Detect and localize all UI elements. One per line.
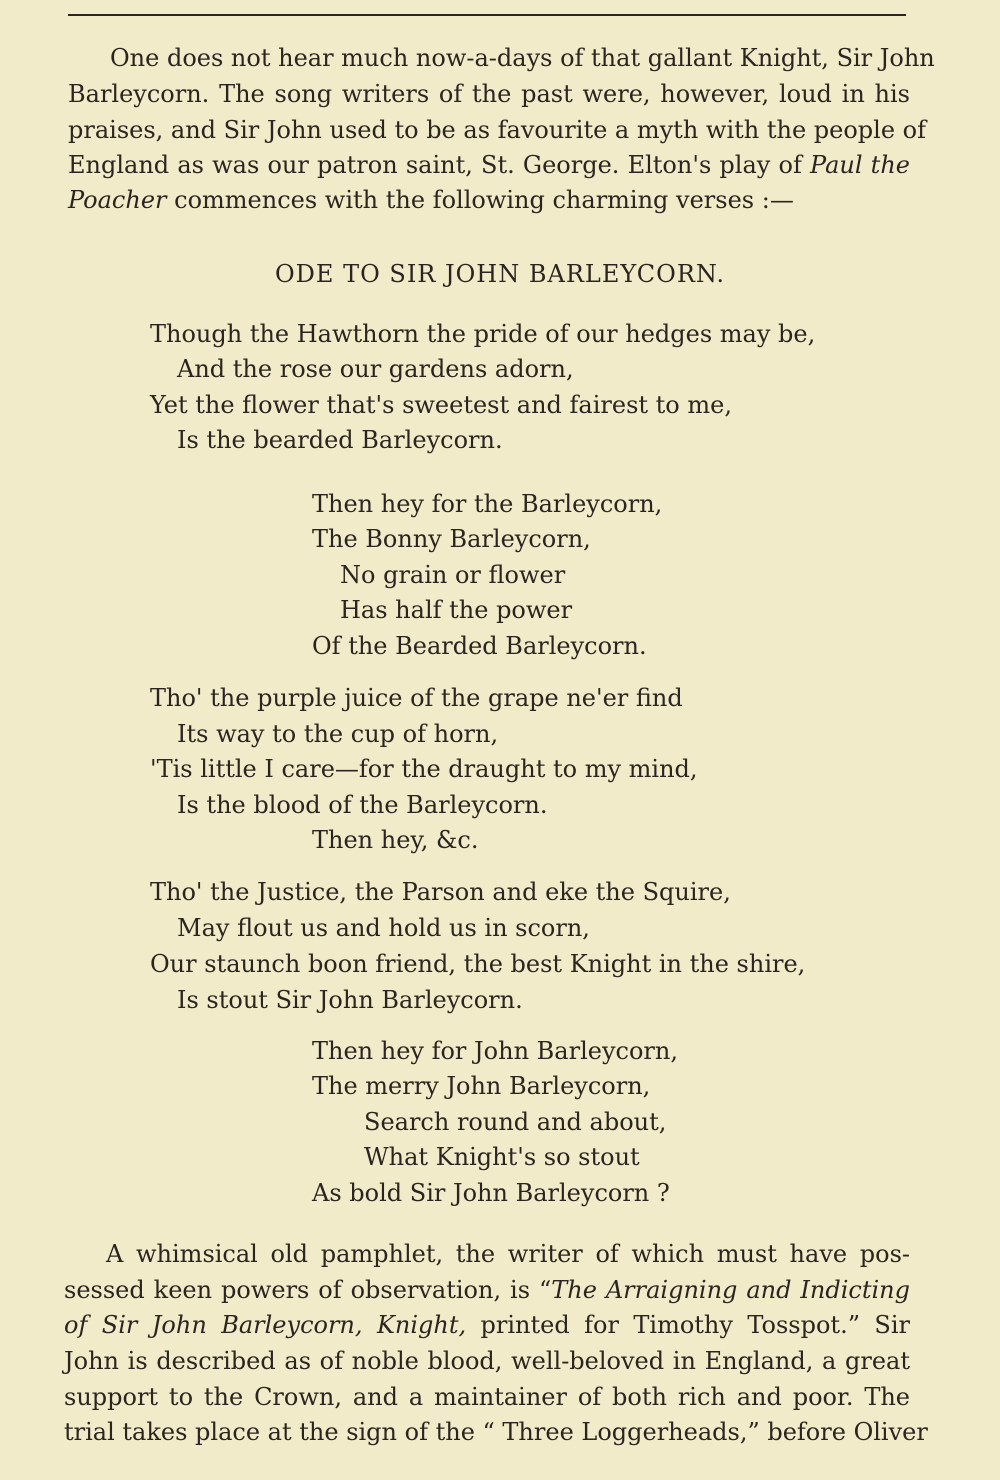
closing-text: printed for Timothy Tosspot.” Sir — [466, 1311, 910, 1339]
pamphlet-title-italic: of Sir John Barleycorn, Knight, — [64, 1311, 467, 1339]
intro-line-5 — [68, 185, 910, 215]
chorus-2-line-5: As bold Sir John Barleycorn ? — [312, 1179, 670, 1207]
stanza-3-line-2: May flout us and hold us in scorn, — [177, 914, 590, 942]
closing-text: support to the Crown, and a maintainer of both rich and poor. The — [64, 1383, 910, 1411]
top-rule — [68, 14, 906, 16]
intro-text: praises, and Sir John used to be as favourite a myth with the people of — [68, 116, 927, 144]
closing-text: sessed keen powers of observation, is “ — [64, 1276, 552, 1304]
intro-text: England as was our patron saint, St. George. Elton's play of — [68, 151, 810, 179]
stanza-2-line-1: Tho' the purple juice of the grape ne'er find — [150, 684, 683, 712]
ode-title: ODE TO SIR JOHN BARLEYCORN. — [275, 260, 725, 288]
closing-line-3 — [64, 1310, 910, 1340]
chorus-1-line-4: Has half the power — [340, 596, 573, 624]
intro-line-4 — [68, 150, 910, 180]
stanza-3-line-4: Is stout Sir John Barleycorn. — [177, 986, 523, 1014]
stanza-2-line-3: 'Tis little I care—for the draught to my mind, — [150, 755, 698, 783]
chorus-2-line-4: What Knight's so stout — [364, 1143, 640, 1171]
stanza-2-line-4: Is the blood of the Barleycorn. — [177, 791, 548, 819]
stanza-1-line-2: And the rose our gardens adorn, — [177, 355, 574, 383]
chorus-1-line-5: Of the Bearded Barleycorn. — [312, 632, 647, 660]
chorus-2-line-1: Then hey for John Barleycorn, — [312, 1037, 678, 1065]
stanza-3-line-3: Our staunch boon friend, the best Knight in the shire, — [150, 950, 806, 978]
stanza-1-line-3: Yet the flower that's sweetest and fairest to me, — [150, 391, 732, 419]
closing-line-5 — [64, 1382, 910, 1412]
play-title-italic: Poacher — [68, 186, 167, 214]
intro-line-1 — [68, 43, 935, 73]
intro-text: One does not hear much now-a-days of that gallant Knight, Sir John — [110, 44, 935, 72]
intro-text: Barleycorn. The song writers of the past were, however, loud in his — [68, 80, 910, 108]
closing-line-6 — [64, 1417, 928, 1447]
stanza-1-line-4: Is the bearded Barleycorn. — [177, 426, 503, 454]
closing-line-1 — [64, 1239, 910, 1269]
chorus-2-line-3: Search round and about, — [364, 1108, 667, 1136]
play-title-italic: Paul the — [810, 151, 910, 179]
closing-text: John is described as of noble blood, well-beloved in England, a great — [64, 1347, 910, 1375]
closing-line-4 — [64, 1346, 910, 1376]
chorus-1-line-2: The Bonny Barleycorn, — [312, 525, 591, 553]
intro-text: commences with the following charming verses :— — [166, 186, 794, 214]
stanza-1-line-1: Though the Hawthorn the pride of our hedges may be, — [150, 320, 816, 348]
closing-text: A whimsical old pamphlet, the writer of which must have pos- — [106, 1240, 910, 1268]
pamphlet-title-italic: The Arraigning and Indicting — [551, 1276, 910, 1304]
intro-line-2 — [68, 79, 910, 109]
chorus-2-line-2: The merry John Barleycorn, — [312, 1072, 651, 1100]
closing-text: trial takes place at the sign of the “ Three Loggerheads,” before Oliver — [64, 1418, 928, 1446]
stanza-2-refrain: Then hey, &c. — [312, 826, 479, 854]
stanza-2-line-2: Its way to the cup of horn, — [177, 720, 499, 748]
closing-line-2 — [64, 1275, 910, 1305]
chorus-1-line-1: Then hey for the Barleycorn, — [312, 490, 663, 518]
intro-line-3 — [68, 115, 927, 145]
stanza-3-line-1: Tho' the Justice, the Parson and eke the Squire, — [150, 878, 731, 906]
chorus-1-line-3: No grain or flower — [340, 561, 566, 589]
